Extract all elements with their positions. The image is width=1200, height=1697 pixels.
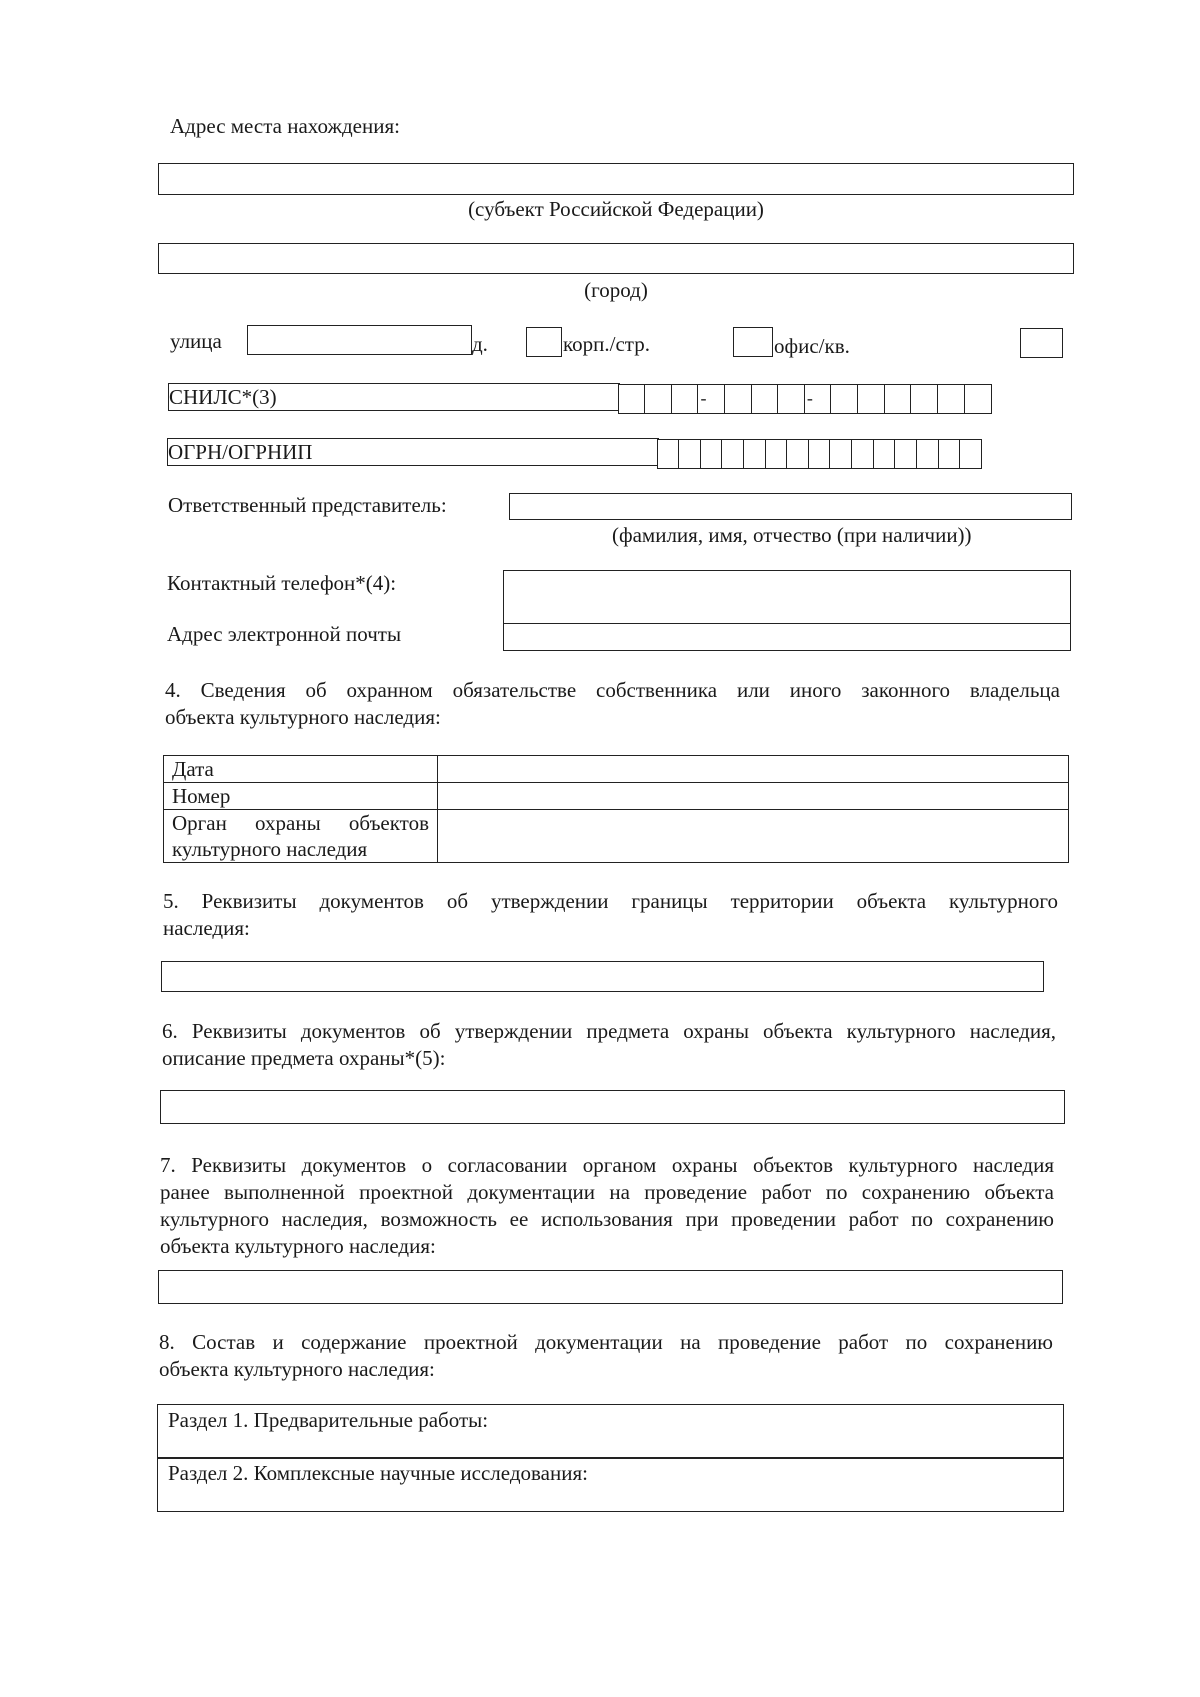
snils-cell[interactable] [618,384,646,414]
ogrn-cell[interactable] [786,439,809,469]
street-label: улица [170,329,222,353]
section7-heading-line3: культурного наследия, возможность ее использования при проведении работ по сохранению [160,1207,1054,1231]
section5-heading-line2: наследия: [163,916,250,940]
section7-field[interactable] [158,1270,1063,1304]
snils-cell[interactable] [777,384,805,414]
ogrn-cell[interactable] [657,439,680,469]
section4-heading-line2: объекта культурного наследия: [165,705,441,729]
phone-field[interactable] [503,570,1071,625]
table-row [164,783,1069,810]
section8-heading-line1: 8. Состав и содержание проектной документации на проведение работ по сохранению [159,1330,1053,1354]
building-field[interactable] [733,327,773,357]
snils-label: СНИЛС*(3) [169,385,277,409]
section8-row-2[interactable] [157,1457,1064,1512]
section7-heading [160,1152,1054,1260]
ogrn-cell[interactable] [894,439,917,469]
snils-cells[interactable] [619,384,992,414]
section5-heading [163,888,1058,942]
address-heading: Адрес места нахождения: [170,114,400,138]
obligation-number-label: Номер [164,783,438,810]
region-field[interactable] [158,163,1074,195]
phone-label: Контактный телефон*(4): [167,571,397,595]
section6-heading [162,1018,1056,1072]
section7-heading-line1: 7. Реквизиты документов о согласовании органом охраны объектов культурного наследия [160,1153,1054,1177]
table-row [164,810,1069,863]
snils-cell[interactable] [751,384,779,414]
ogrn-cell[interactable] [721,439,744,469]
snils-cell[interactable] [724,384,752,414]
ogrn-cell[interactable] [873,439,896,469]
ogrn-cell[interactable] [938,439,961,469]
responsible-field[interactable] [509,493,1072,520]
obligation-authority-line2: культурного наследия [172,837,368,861]
obligation-number-value[interactable] [438,783,1069,810]
section8-heading-line2: объекта культурного наследия: [159,1357,435,1381]
responsible-label: Ответственный представитель: [168,493,447,517]
ogrn-label: ОГРН/ОГРНИП [168,440,313,464]
section8-heading [159,1329,1053,1383]
ogrn-cells[interactable] [658,439,982,469]
section6-heading-line1: 6. Реквизиты документов об утверждении предмета охраны объекта культурного наследия, [162,1019,1056,1043]
office-field[interactable] [1020,328,1063,358]
table-row [164,756,1069,783]
section5-heading-line1: 5. Реквизиты документов об утверждении границы территории объекта культурного [163,889,1058,913]
building-label: корп./стр. [563,332,650,356]
email-label: Адрес электронной почты [167,622,402,646]
snils-cell[interactable] [671,384,699,414]
city-caption: (город) [584,278,648,302]
ogrn-cell[interactable] [916,439,939,469]
responsible-caption: (фамилия, имя, отчество (при наличии)) [612,523,972,547]
section8-row-1-label: Раздел 1. Предварительные работы: [168,1408,489,1432]
ogrn-cell[interactable] [678,439,701,469]
snils-cell[interactable] [857,384,885,414]
section5-field[interactable] [161,961,1044,992]
snils-cell[interactable] [644,384,672,414]
snils-cell[interactable] [804,384,832,414]
house-field[interactable] [526,327,562,357]
section7-heading-line2: ранее выполненной проектной документации на проведение работ по сохранению объекта [160,1180,1054,1204]
section7-heading-line4: объекта культурного наследия: [160,1234,436,1258]
section4-heading-line1: 4. Сведения об охранном обязательстве собственника или иного законного владельца [165,678,1060,702]
snils-cell[interactable] [910,384,938,414]
house-label: д. [472,332,488,356]
obligation-date-value[interactable] [438,756,1069,783]
ogrn-cell[interactable] [743,439,766,469]
section6-field[interactable] [160,1090,1065,1124]
ogrn-cell[interactable] [808,439,831,469]
snils-cell[interactable] [830,384,858,414]
snils-cell[interactable] [884,384,912,414]
snils-cell[interactable] [937,384,965,414]
ogrn-cell[interactable] [851,439,874,469]
ogrn-cell[interactable] [765,439,788,469]
obligation-table [163,755,1069,863]
section8-row-1[interactable] [157,1404,1064,1459]
region-caption: (субъект Российской Федерации) [468,197,764,221]
snils-cell[interactable] [697,384,725,414]
obligation-date-label: Дата [164,756,438,783]
snils-label-box [168,383,620,411]
obligation-authority-value[interactable] [438,810,1069,863]
obligation-authority-line1: Орган охраны объектов [172,811,429,835]
ogrn-cell[interactable] [829,439,852,469]
snils-cell[interactable] [964,384,992,414]
ogrn-cell[interactable] [959,439,982,469]
city-field[interactable] [158,243,1074,274]
email-field[interactable] [503,623,1071,651]
section4-heading [165,677,1060,731]
ogrn-label-box [167,438,659,466]
office-label: офис/кв. [774,334,850,358]
obligation-authority-label [164,810,438,863]
section8-row-2-label: Раздел 2. Комплексные научные исследования: [168,1461,588,1485]
street-field[interactable] [247,325,472,355]
section6-heading-line2: описание предмета охраны*(5): [162,1046,446,1070]
ogrn-cell[interactable] [700,439,723,469]
